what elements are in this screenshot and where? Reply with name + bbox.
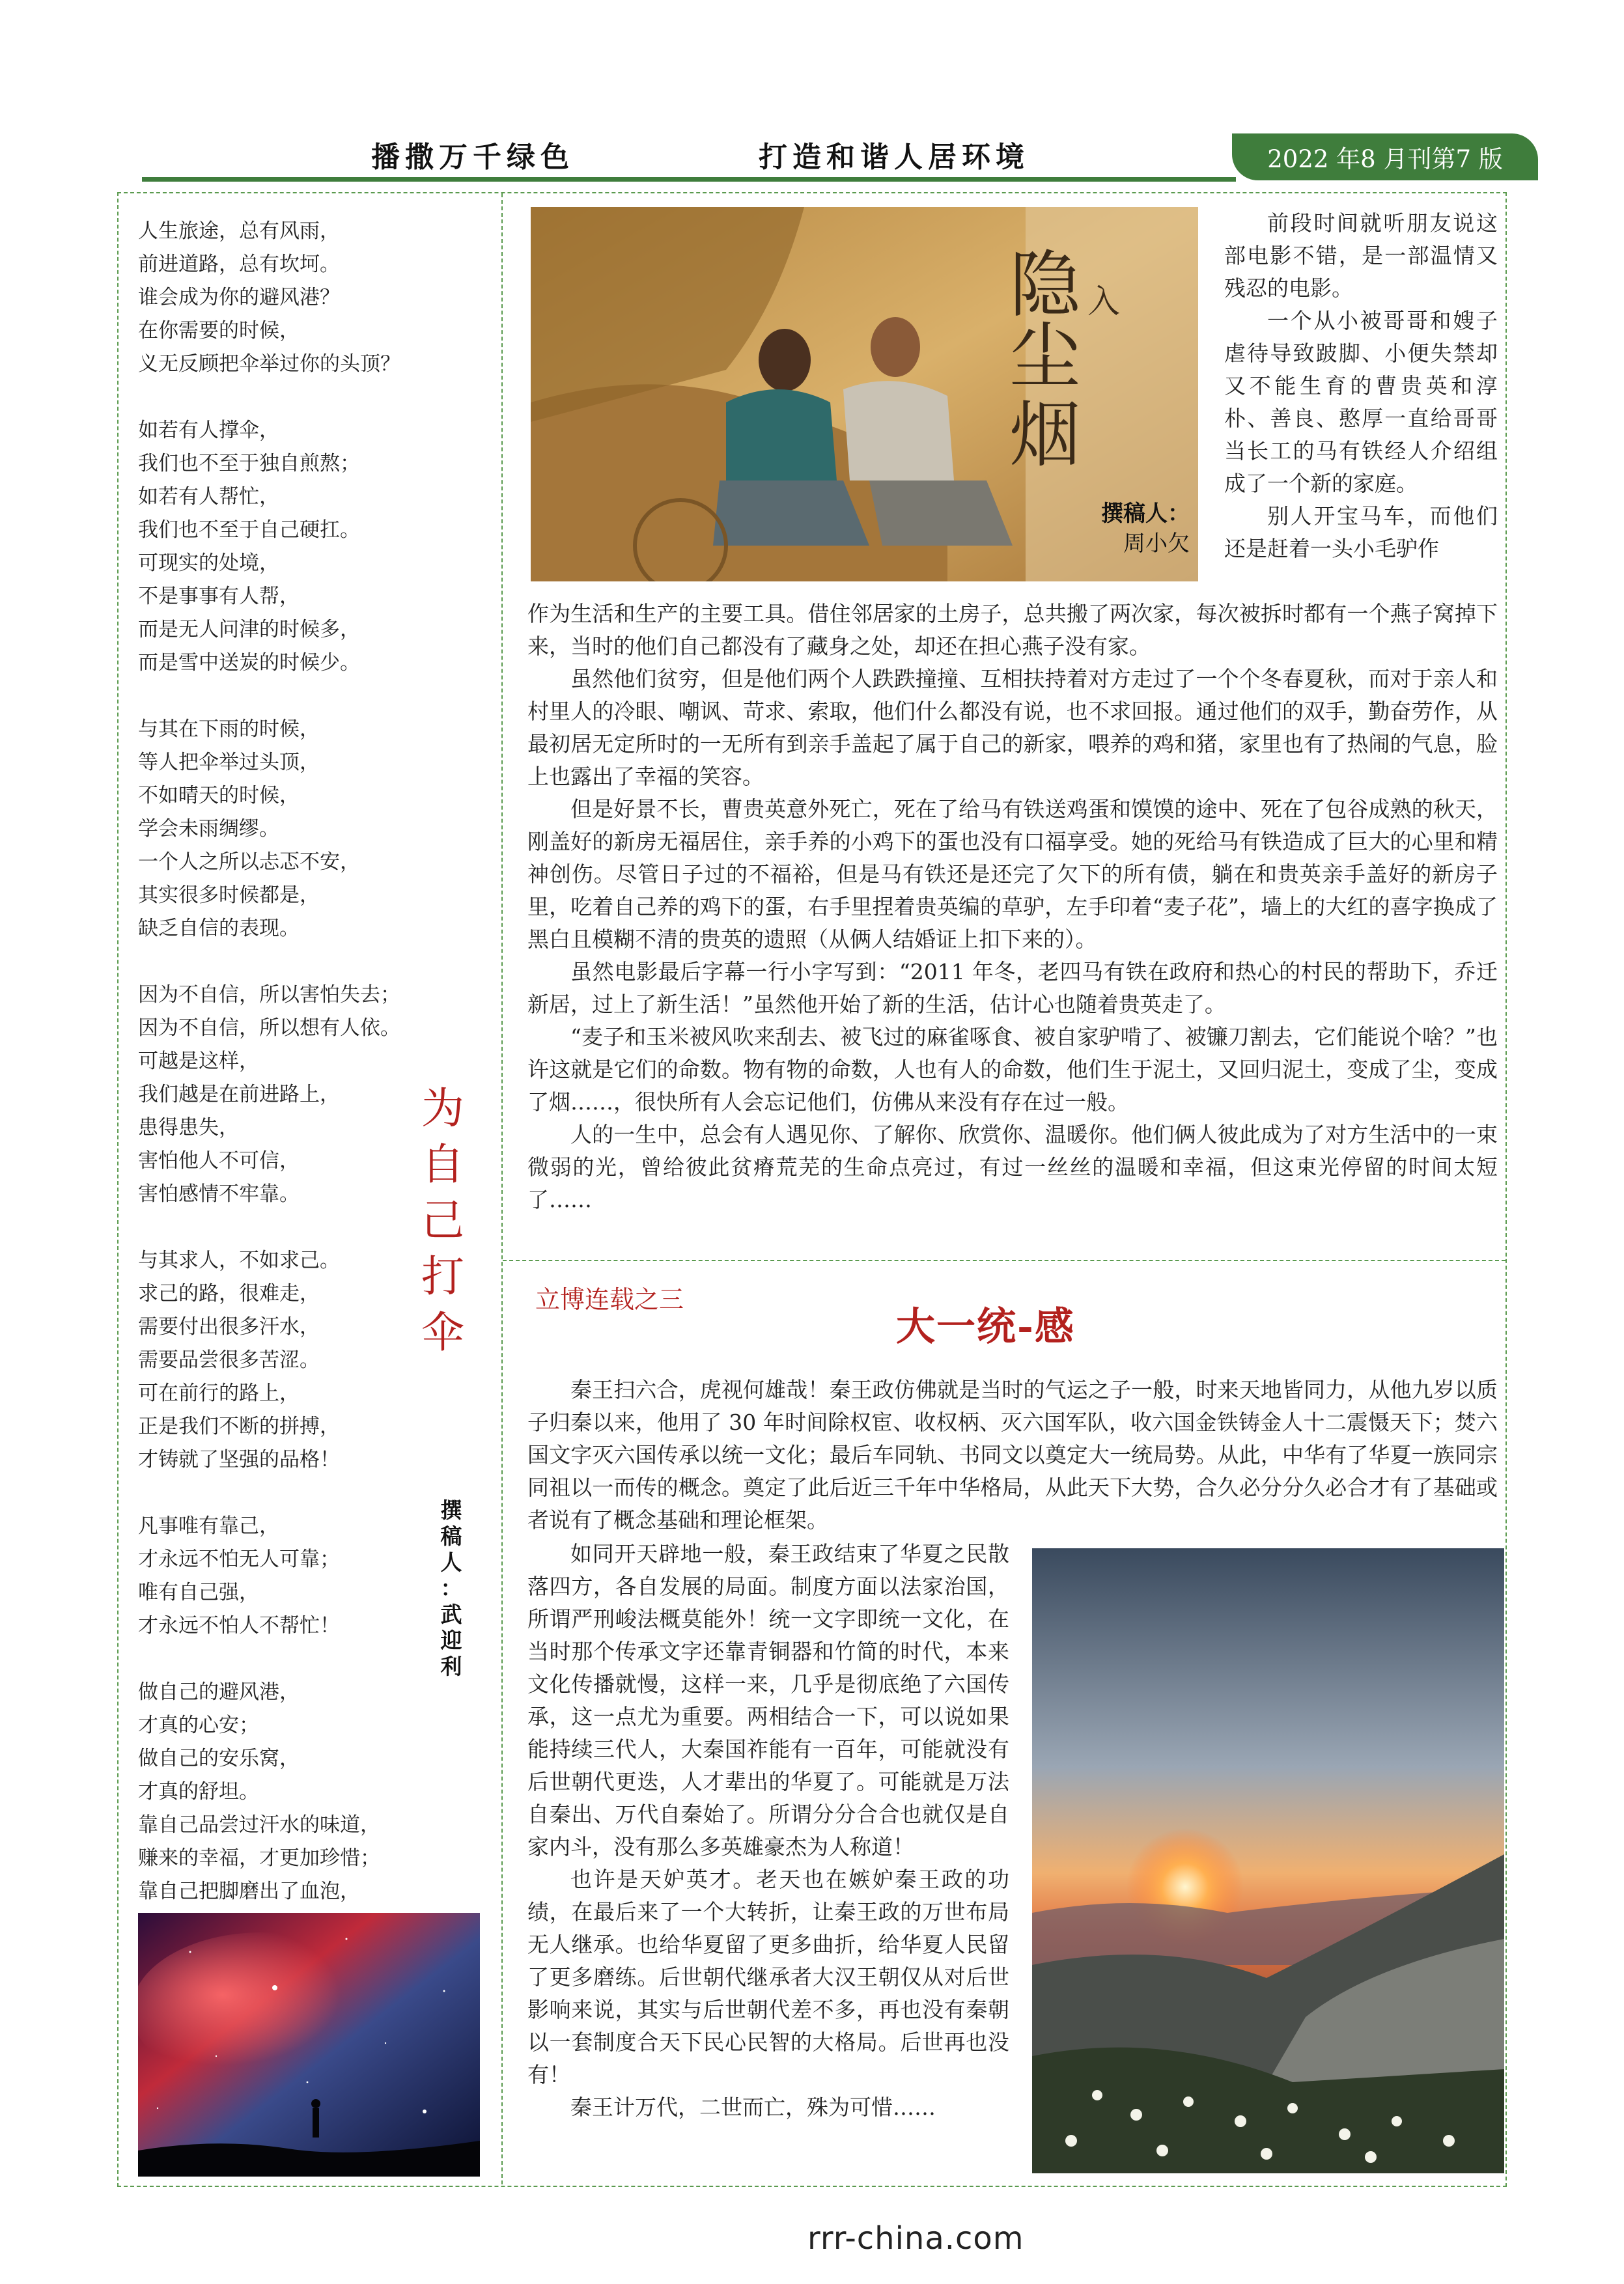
- history-paragraph: 秦王计万代，二世而亡，殊为可惜……: [570, 2095, 936, 2120]
- poster-title-char: 隐: [1009, 244, 1081, 327]
- poem-line: 因为不自信，所以害怕失去；: [138, 983, 400, 1007]
- header-slogan-right: 打造和谐人居环境: [759, 141, 1029, 174]
- poem-line: 前进道路，总有坎坷。: [138, 253, 340, 276]
- history-column-text: [527, 1538, 1009, 2124]
- issue-tab: [1232, 133, 1538, 180]
- poem-line: 才真的舒坦。: [138, 1780, 259, 1804]
- poem-line: 而是无人问津的时候多，: [138, 618, 360, 641]
- mountain-sunset-image: [1032, 1548, 1504, 2173]
- header-slogan-left: 播撒万千绿色: [371, 141, 574, 174]
- poem-line: 与其求人，不如求己。: [138, 1249, 340, 1272]
- poster-title-char: 尘: [1009, 315, 1081, 398]
- poem-line: 做自己的避风港，: [138, 1680, 300, 1704]
- poster-byline: [1059, 499, 1190, 559]
- history-paragraph: 也许是天妒英才。老天也在嫉妒秦王政的功绩，在最后来了一个大转折，让秦王政的万世布局无人继承。也给华夏留了更多曲折，给华夏人民留了更多磨练。后世朝代继承者大汉王朝仅从对后世影响来说，其实与后世朝代差不多，再也没有秦朝以一套制度合天下民心民智的大格局。后世再也没有！: [527, 1867, 1009, 2087]
- column-divider: [501, 193, 503, 2184]
- starry-sky-image: [138, 1913, 480, 2177]
- movie-article-body: [527, 598, 1498, 1216]
- poem-line: 才真的心安；: [138, 1714, 259, 1737]
- poem-title: [417, 1081, 469, 1361]
- poem-line: 靠自己品尝过汗水的味道，: [138, 1813, 380, 1837]
- poem-byline-char: ：: [440, 1576, 462, 1601]
- movie-paragraph: “麦子和玉米被风吹来刮去、被飞过的麻雀啄食、被自家驴啃了、被镰刀割去，它们能说个啥？”也许这就是它们的命数。物有物的命数，人也有人的命数，他们生于泥土，又回归泥土，变成了尘，变成了烟……，很快所有人会忘记他们，仿佛从来没有存在过一般。: [527, 1024, 1498, 1115]
- movie-side-paragraph: 一个从小被哥哥和嫂子虐待导致跛脚、小便失禁却又不能生育的曹贵英和淳朴、善良、憨厚一直给哥哥当长工的马有铁经人介绍组成了一个新的家庭。: [1224, 308, 1498, 496]
- poem-line: 才铸就了坚强的品格！: [138, 1448, 340, 1471]
- footer-site[interactable]: rrr-china.com: [807, 2220, 1024, 2257]
- movie-side-text: [1224, 207, 1498, 565]
- section-tag: 立博连载之三: [535, 1285, 684, 1314]
- section-divider: [503, 1260, 1505, 1261]
- poem-line: 唯有自己强，: [138, 1581, 259, 1604]
- poem-line: 求己的路，很难走，: [138, 1282, 320, 1305]
- poem-title-char: 伞: [421, 1307, 464, 1358]
- issue-label: 2022 年8 月刊第7 版: [1267, 145, 1503, 173]
- poem-byline: [435, 1497, 468, 1680]
- poem-line: 因为不自信，所以想有人依。: [138, 1016, 400, 1040]
- poem-line: 我们也不至于自己硬扛。: [138, 518, 360, 542]
- poem-line: 其实很多时候都是，: [138, 884, 320, 907]
- poem-title-char: 打: [421, 1251, 464, 1302]
- poem-line: 义无反顾把伞举过你的头顶？: [138, 352, 400, 376]
- poem-line: 我们越是在前进路上，: [138, 1083, 340, 1106]
- movie-paragraph: 作为生活和生产的主要工具。借住邻居家的土房子，总共搬了两次家，每次被拆时都有一个燕子窝掉下来，当时的他们自己都没有了藏身之处，却还在担心燕子没有家。: [527, 601, 1498, 659]
- poster-title: [1009, 244, 1140, 477]
- movie-paragraph: 虽然电影最后字幕一行小字写到：“2011 年冬，老四马有铁在政府和热心的村民的帮助下，乔迁新居，过上了新生活！”虽然他开始了新的生活，估计心也随着贵英走了。: [527, 959, 1498, 1017]
- poem-line: 人生旅途，总有风雨，: [138, 219, 340, 243]
- poem-byline-char: 撰: [440, 1497, 462, 1523]
- poem-line: 需要付出很多汗水，: [138, 1315, 320, 1339]
- poem-line: 凡事唯有靠己，: [138, 1514, 279, 1538]
- poem-line: 等人把伞举过头顶，: [138, 751, 320, 774]
- poem-line: 而是雪中送炭的时候少。: [138, 651, 360, 675]
- poem-byline-char: 迎: [440, 1628, 462, 1653]
- poster-title-char: 入: [1087, 283, 1120, 320]
- poster-byline-name: 周小欠: [1123, 531, 1190, 557]
- article-title: 大一统-感: [896, 1304, 1075, 1350]
- poem-line: 与其在下雨的时候，: [138, 717, 320, 741]
- stanza-gap: [138, 381, 477, 414]
- poem-line: 谁会成为你的避风港？: [138, 286, 340, 309]
- poem-line: 在你需要的时候，: [138, 319, 300, 342]
- poem-line: 不是事事有人帮，: [138, 585, 300, 608]
- poem-line: 患得患失，: [138, 1116, 239, 1139]
- poem-line: 害怕他人不可信，: [138, 1149, 300, 1173]
- poem-line: 需要品尝很多苦涩。: [138, 1348, 320, 1372]
- stanza-gap: [138, 945, 477, 979]
- movie-side-paragraph: 前段时间就听朋友说这部电影不错，是一部温情又残忍的电影。: [1224, 210, 1498, 301]
- poem-line: 如若有人撑伞，: [138, 419, 279, 442]
- poster-title-char: 烟: [1009, 393, 1081, 477]
- poem-title-char: 己: [421, 1195, 464, 1246]
- movie-paragraph: 但是好景不长，曹贵英意外死亡，死在了给马有铁送鸡蛋和馍馍的途中、死在了包谷成熟的秋天，刚盖好的新房无福居住，亲手养的小鸡下的蛋也没有口福享受。她的死给马有铁造成了巨大的心里和精神创伤。尽管日子过的不福裕，但是马有铁还是还完了欠下的所有债，躺在和贵英亲手盖好的新房子里，吃着自己养的鸡下的蛋，右手里捏着贵英编的草驴，左手印着“麦子花”，墙上的大红的喜字换成了黑白且模糊不清的贵英的遗照（从俩人结婚证上扣下来的）。: [527, 796, 1498, 952]
- poem-byline-char: 武: [440, 1602, 462, 1627]
- poem-line: 学会未雨绸缪。: [138, 817, 279, 841]
- history-intro-paragraph: 秦王扫六合，虎视何雄哉！秦王政仿佛就是当时的气运之子一般，时来天地皆同力，从他九岁以质子归秦以来，他用了 30 年时间除权宦、收权柄、灭六国军队，收六国金铁铸金人十二震慑天下；焚六国文字灭六国传承以统一文化；最后车同轨、书同文以奠定大一统局势。从此，中华有了华夏一族同宗同祖以一而传的概念。奠定了此后近三千年中华格局，从此天下大势，合久必分分久必合才有了基础或者说有了概念基础和理论框架。: [527, 1377, 1498, 1533]
- poem-line: 害怕感情不牢靠。: [138, 1182, 300, 1206]
- movie-paragraph: 人的一生中，总会有人遇见你、了解你、欣赏你、温暖你。他们俩人彼此成为了对方生活中的一束微弱的光，曾给彼此贫瘠荒芜的生命点亮过，有过一丝丝的温暖和幸福，但这束光停留的时间太短了……: [527, 1122, 1498, 1212]
- poem-line: 如若有人帮忙，: [138, 485, 279, 508]
- poem-line: 做自己的安乐窝，: [138, 1747, 300, 1770]
- history-intro: [527, 1374, 1498, 1537]
- poem-line: 才永远不怕人不帮忙！: [138, 1614, 340, 1637]
- poem-line: 可越是这样，: [138, 1050, 259, 1073]
- stanza-gap: [138, 1477, 477, 1510]
- poem-line: 缺乏自信的表现。: [138, 917, 300, 940]
- poem-line: 我们也不至于独自煎熬；: [138, 452, 360, 475]
- stanza-gap: [138, 680, 477, 713]
- history-paragraph: 如同开天辟地一般，秦王政结束了华夏之民散落四方，各自发展的局面。制度方面以法家治国，所谓严刑峻法概莫能外！统一文字即统一文化，在当时那个传承文字还靠青铜器和竹简的时代，本来文化传播就慢，这样一来，几乎是彻底绝了六国传承，这一点尤为重要。两相结合一下，可以说如果能持续三代人，大秦国祚能有一百年，可能就没有后世朝代更迭，人才辈出的华夏了。可能就是万法自秦出、万代自秦始了。所谓分分合合也就仅是自家内斗，没有那么多英雄豪杰为人称道！: [527, 1541, 1009, 1859]
- poem-line: 才永远不怕无人可靠；: [138, 1548, 340, 1571]
- stanza-gap: [138, 1643, 477, 1676]
- poem-title-char: 为: [421, 1083, 464, 1134]
- poster-byline-label: 撰稿人：: [1101, 501, 1190, 527]
- poem-byline-char: 利: [440, 1654, 462, 1679]
- poem-byline-char: 稿: [440, 1524, 462, 1549]
- movie-paragraph: 虽然他们贫穷，但是他们两个人跌跌撞撞、互相扶持着对方走过了一个个冬春夏秋，而对于亲人和村里人的冷眼、嘲讽、苛求、索取，他们什么都没有说，也不求回报。通过他们的双手，勤奋劳作，从最初居无定所时的一无所有到亲手盖起了属于自己的新家，喂养的鸡和猪，家里也有了热闹的气息，脸上也露出了幸福的笑容。: [527, 666, 1498, 789]
- poem-byline-char: 人: [440, 1550, 462, 1575]
- poem-line: 可在前行的路上，: [138, 1382, 300, 1405]
- header-rule: [142, 177, 1236, 182]
- poem-line: 不如晴天的时候，: [138, 784, 300, 807]
- poem-body: [138, 215, 477, 1942]
- poem-line: 赚来的幸福，才更加珍惜；: [138, 1846, 380, 1870]
- poem-title-char: 自: [421, 1139, 464, 1190]
- movie-poster-image: [531, 207, 1198, 581]
- poem-line: 可现实的处境，: [138, 551, 279, 575]
- poem-line: 正是我们不断的拼搏，: [138, 1415, 340, 1438]
- poem-line: 靠自己把脚磨出了血泡，: [138, 1880, 360, 1903]
- poem-line: 一个人之所以忐忑不安，: [138, 850, 360, 874]
- movie-side-paragraph: 别人开宝马车，而他们还是赶着一头小毛驴作: [1224, 503, 1498, 561]
